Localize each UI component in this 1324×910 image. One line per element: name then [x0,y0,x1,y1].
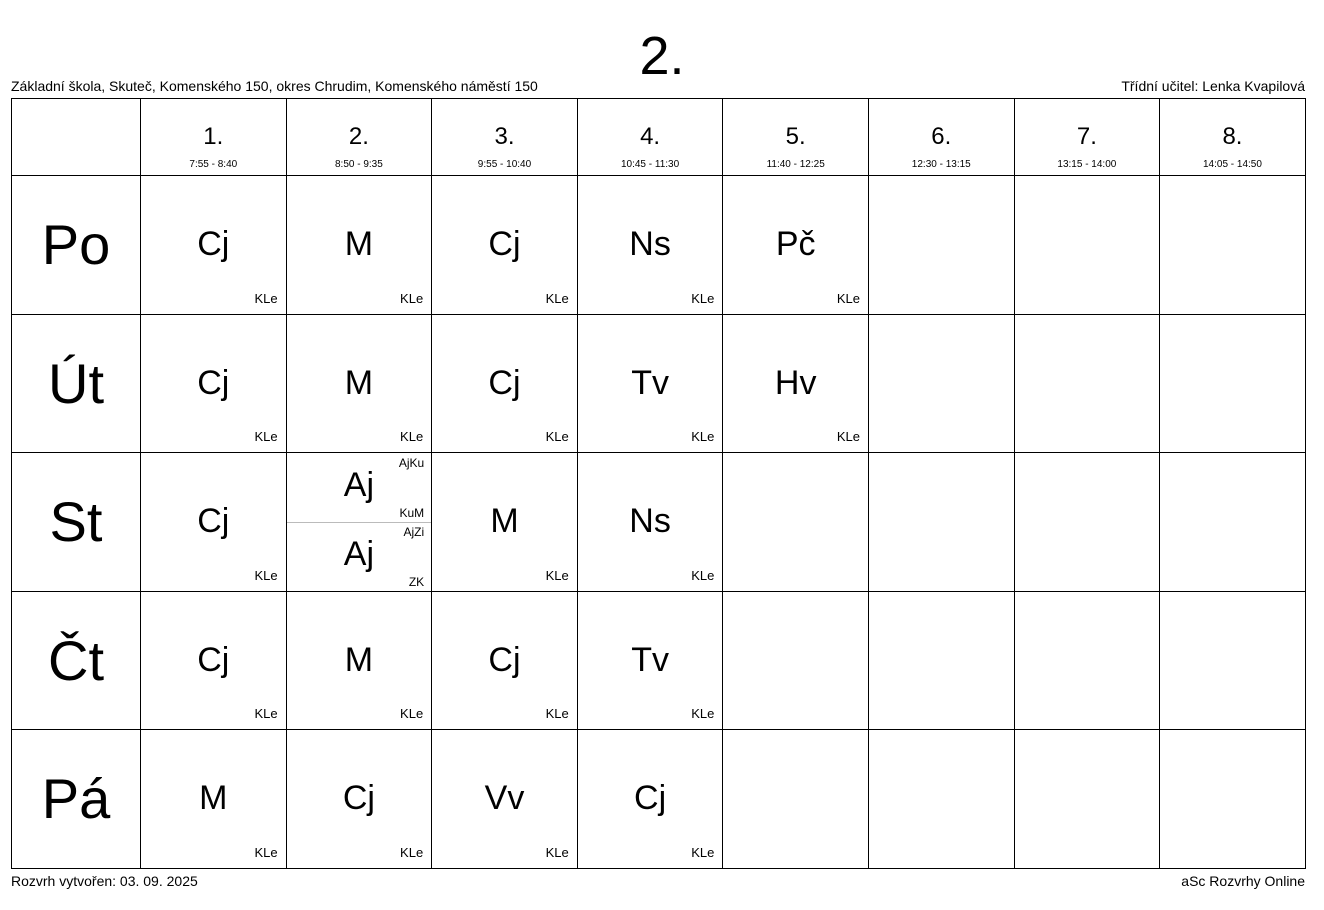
teacher-abbrev: KLe [691,290,715,306]
teacher-abbrev: KLe [836,429,860,444]
class-teacher: Třídní učitel: Lenka Kvapilová [1121,78,1305,94]
day-row [12,453,1306,592]
lesson-cell [286,176,432,315]
lesson-cell [286,314,432,453]
period-number: 6. [931,123,952,150]
subject-name: Ns [629,225,671,263]
subject-name: Cj [197,363,230,402]
teacher-abbrev: KLe [400,706,424,721]
day-name: St [49,490,103,554]
day-name-cell [12,730,141,869]
lesson-cell [577,314,723,453]
empty-lesson-cell [1160,453,1306,592]
day-name: Čt [48,628,104,692]
subject-name: M [490,502,519,540]
subject-name: M [344,640,374,679]
teacher-abbrev: KLe [545,844,569,860]
teacher-abbrev: KLe [545,706,569,721]
subject-name: Tv [631,363,669,402]
lesson-cell [577,730,723,869]
lesson-cell [141,314,287,453]
subject-name: Aj [343,534,374,573]
created-date: Rozvrh vytvořen: 03. 09. 2025 [11,873,198,889]
empty-lesson-cell [868,730,1014,869]
subject-name: Cj [488,225,521,263]
empty-lesson-cell [1014,453,1160,592]
empty-lesson-cell [723,453,869,592]
subject-name: Vv [484,779,525,817]
empty-lesson-cell [868,453,1014,592]
timetable-grid [11,98,1306,869]
subject-name: Cj [197,640,230,679]
teacher-abbrev: KLe [400,290,424,306]
teacher-abbrev: KLe [254,567,278,583]
lesson-cell [141,730,287,869]
subject-name: Cj [197,225,230,263]
empty-lesson-cell [868,176,1014,315]
day-row [12,591,1306,730]
software-credit: aSc Rozvrhy Online [1181,873,1305,889]
subject-name: Cj [197,502,230,540]
day-name: Út [48,351,104,415]
subject-name: Ns [629,502,671,540]
period-time: 9:55 - 10:40 [477,159,532,170]
period-header-cell [723,99,869,176]
class-title: 2. [639,26,685,86]
teacher-abbrev: KLe [254,429,278,444]
group-name: AjZi [403,524,425,539]
teacher-abbrev: KLe [691,567,715,583]
period-header-cell [1160,99,1306,176]
subject-name: M [344,225,374,263]
period-number: 5. [785,123,806,150]
period-header-cell [868,99,1014,176]
subject-name: Tv [631,640,669,679]
teacher-abbrev: KLe [836,290,860,306]
period-time: 10:45 - 11:30 [620,159,680,170]
period-number: 3. [494,123,515,150]
lesson-cell [432,176,578,315]
teacher-abbrev: KLe [545,567,569,583]
day-name-cell [12,591,141,730]
day-row [12,176,1306,315]
subject-name: Cj [634,779,667,817]
lesson-cell [286,453,432,592]
subject-name: Cj [488,363,521,402]
subject-name: Pč [775,225,816,263]
empty-lesson-cell [1014,176,1160,315]
day-row [12,314,1306,453]
empty-lesson-cell [1160,314,1306,453]
teacher-abbrev: KLe [400,844,424,860]
period-number: 2. [348,123,369,150]
subject-name: Cj [488,640,521,679]
lesson-cell [432,314,578,453]
lesson-cell [577,453,723,592]
teacher-abbrev: KLe [691,706,715,721]
lesson-cell [432,730,578,869]
empty-lesson-cell [1014,314,1160,453]
period-number: 1. [203,123,224,150]
period-header-cell [432,99,578,176]
subject-name: Cj [342,779,375,817]
lesson-cell [432,453,578,592]
teacher-abbrev: KLe [691,844,715,860]
lesson-cell [577,176,723,315]
empty-lesson-cell [1160,176,1306,315]
day-name: Pá [41,767,111,831]
period-time: 12:30 - 13:15 [911,159,971,170]
teacher-abbrev: KuM [399,505,425,520]
empty-lesson-cell [1160,591,1306,730]
period-number: 8. [1222,123,1243,150]
lesson-cell [432,591,578,730]
period-time: 8:50 - 9:35 [334,159,383,170]
period-number: 4. [640,123,661,150]
subject-name: Hv [774,363,817,402]
lesson-cell [577,591,723,730]
day-row [12,730,1306,869]
school-name: Základní škola, Skuteč, Komenského 150, okres Chrudim, Komenského náměstí 150 [11,78,538,94]
teacher-abbrev: KLe [254,706,278,721]
day-name-cell [12,176,141,315]
day-name-cell [12,314,141,453]
lesson-cell [286,730,432,869]
lesson-cell [141,591,287,730]
period-time: 14:05 - 14:50 [1202,159,1262,170]
empty-lesson-cell [868,591,1014,730]
subject-name: M [199,779,228,817]
lesson-cell [141,176,287,315]
empty-lesson-cell [1014,591,1160,730]
subject-name: Aj [343,466,374,504]
day-name-cell [12,453,141,592]
split-lesson [287,453,432,523]
teacher-abbrev: KLe [254,844,278,860]
lesson-cell [141,453,287,592]
period-header-cell [1014,99,1160,176]
empty-lesson-cell [1160,730,1306,869]
period-number: 7. [1076,123,1097,150]
teacher-abbrev: ZK [408,574,425,589]
empty-lesson-cell [723,730,869,869]
period-time: 7:55 - 8:40 [189,159,238,170]
day-name: Po [41,213,111,277]
teacher-abbrev: KLe [545,290,569,306]
lesson-cell [723,176,869,315]
split-lesson [287,522,432,591]
corner-cell [12,99,141,176]
teacher-abbrev: KLe [400,429,424,444]
period-header-cell [577,99,723,176]
period-header-cell [286,99,432,176]
period-header-row [12,99,1306,176]
teacher-abbrev: KLe [545,429,569,444]
teacher-abbrev: KLe [254,290,278,306]
empty-lesson-cell [868,314,1014,453]
group-name: AjKu [398,456,425,470]
subject-name: M [344,363,374,402]
period-time: 13:15 - 14:00 [1057,159,1117,170]
empty-lesson-cell [723,591,869,730]
lesson-cell [286,591,432,730]
empty-lesson-cell [1014,730,1160,869]
teacher-abbrev: KLe [691,429,715,444]
period-header-cell [141,99,287,176]
lesson-cell [723,314,869,453]
period-time: 11:40 - 12:25 [766,159,825,170]
